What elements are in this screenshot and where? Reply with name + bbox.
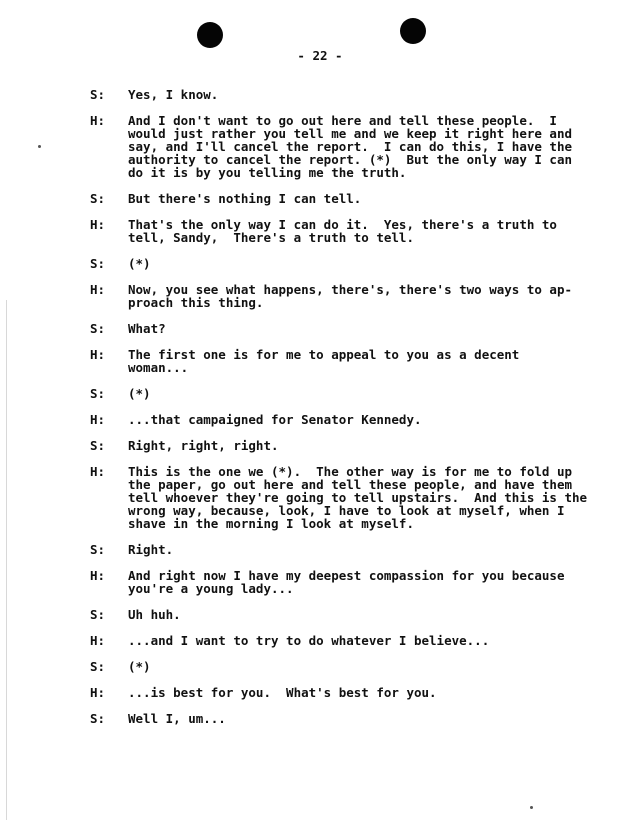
dialogue-text: Now, you see what happens, there's, there's two ways to ap- proach this thing. [128,282,573,310]
dialogue-text: Right. [128,542,174,557]
transcript-entry [90,660,600,673]
speaker-label: S: [90,711,106,726]
transcript-entry [90,114,600,179]
dialogue-text: Yes, I know. [128,87,219,102]
transcript-entry [90,283,600,309]
transcript-entry [90,608,600,621]
dialogue-text: Right, right, right. [128,438,279,453]
transcript-entry [90,634,600,647]
transcript-body [90,88,600,738]
dialogue-text: That's the only way I can do it. Yes, there's a truth to tell, Sandy, There's a truth to tell. [128,217,557,245]
speaker-label: S: [90,607,106,622]
dialogue-text: Uh huh. [128,607,181,622]
speaker-label: S: [90,321,106,336]
page-number: - 22 - [297,48,343,63]
speaker-label: S: [90,87,106,102]
speaker-label: S: [90,191,106,206]
dialogue-text: What? [128,321,166,336]
speaker-label: S: [90,256,106,271]
punch-hole-left [197,22,223,48]
speaker-label: H: [90,217,106,232]
transcript-entry [90,218,600,244]
transcript-entry [90,88,600,101]
speaker-label: S: [90,659,106,674]
dialogue-text: (*) [128,386,151,401]
scan-edge-line [6,300,7,820]
speaker-label: H: [90,633,106,648]
speaker-label: H: [90,568,106,583]
transcript-entry [90,348,600,374]
dialogue-text: This is the one we (*). The other way is for me to fold up the paper, go out here and tell these people, and have them tell whoever they're going to tell upstairs. And this is the wrong way, because, look, I have to look at myself, when I shave in the morning I look at myself. [128,464,588,531]
speaker-label: H: [90,685,106,700]
dialogue-text: (*) [128,659,151,674]
speaker-label: H: [90,282,106,297]
transcript-entry [90,439,600,452]
speaker-label: H: [90,412,106,427]
dialogue-text: ...is best for you. What's best for you. [128,685,437,700]
dialogue-text: And right now I have my deepest compassion for you because you're a young lady... [128,568,565,596]
transcript-entry [90,257,600,270]
transcript-entry [90,465,600,530]
transcript-entry [90,322,600,335]
transcript-entry [90,192,600,205]
speaker-label: S: [90,438,106,453]
punch-hole-right [400,18,426,44]
speaker-label: H: [90,347,106,362]
scan-speck [38,145,41,148]
transcript-entry [90,686,600,699]
transcript-entry [90,712,600,725]
speaker-label: H: [90,113,106,128]
dialogue-text: (*) [128,256,151,271]
speaker-label: S: [90,542,106,557]
speaker-label: H: [90,464,106,479]
speaker-label: S: [90,386,106,401]
dialogue-text: ...that campaigned for Senator Kennedy. [128,412,422,427]
transcript-entry [90,413,600,426]
scan-speck [530,806,533,809]
dialogue-text: And I don't want to go out here and tell these people. I would just rather you tell me and we keep it right here and say, and I'll cancel the report. I can do this, I have the authority to cancel the report. (*) But the only way I can do it is by you telling me the truth. [128,113,573,180]
transcript-entry [90,569,600,595]
transcript-entry [90,543,600,556]
dialogue-text: The first one is for me to appeal to you as a decent woman... [128,347,520,375]
dialogue-text: But there's nothing I can tell. [128,191,362,206]
dialogue-text: Well I, um... [128,711,226,726]
dialogue-text: ...and I want to try to do whatever I believe... [128,633,490,648]
transcript-entry [90,387,600,400]
